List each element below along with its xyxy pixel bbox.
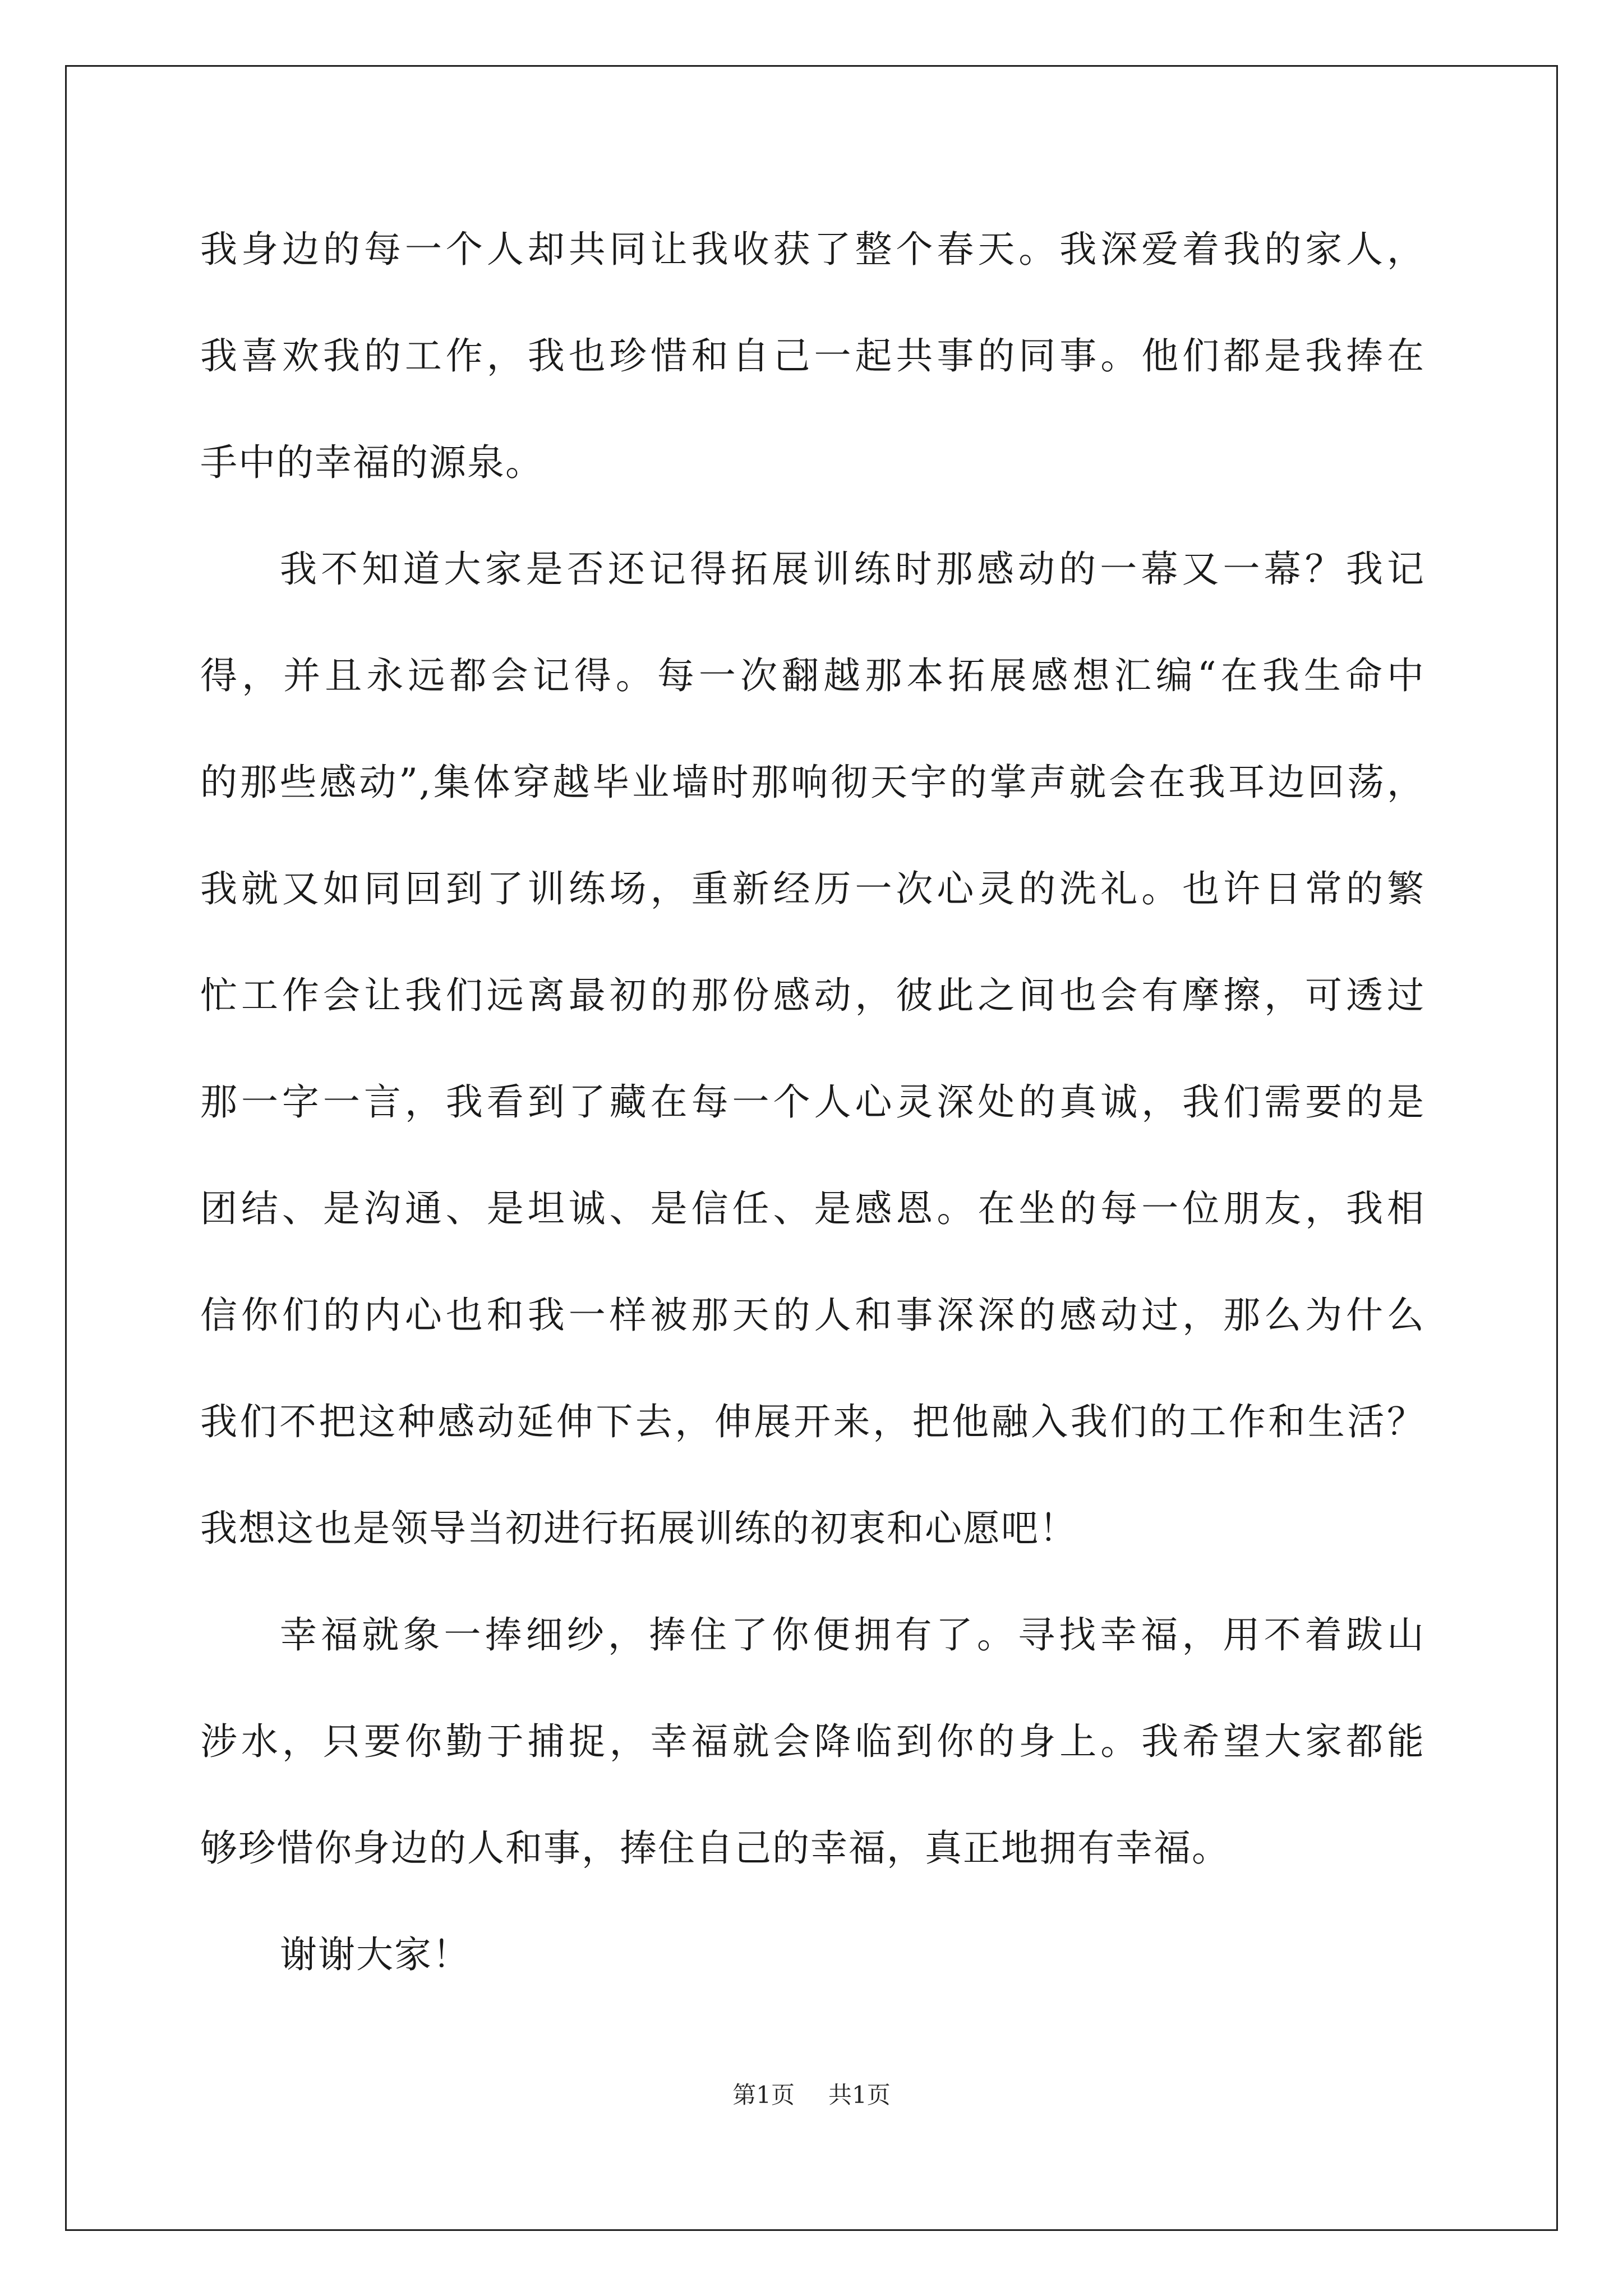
page-number: 第1页	[732, 2081, 795, 2109]
closing-line: 谢谢大家！	[280, 1933, 471, 1976]
paragraph-first-line: 我不知道大家是否还记得拓展训练时那感动的一幕又一幕？我记	[280, 547, 1425, 591]
text-line: 那一字一言，我看到了藏在每一个人心灵深处的真诚，我们需要的是	[200, 1080, 1425, 1124]
text-line: 我想这也是领导当初进行拓展训练的初衷和心愿吧！	[200, 1507, 1077, 1550]
page-footer	[0, 2078, 1623, 2112]
text-line: 团结、是沟通、是坦诚、是信任、是感恩。在坐的每一位朋友，我相	[200, 1187, 1425, 1230]
text-line: 够珍惜你身边的人和事，捧住自己的幸福，真正地拥有幸福。	[200, 1826, 1230, 1870]
text-line: 我喜欢我的工作，我也珍惜和自己一起共事的同事。他们都是我捧在	[200, 334, 1425, 378]
text-line: 的那些感动”,集体穿越毕业墙时那响彻天宇的掌声就会在我耳边回荡，	[200, 761, 1425, 804]
text-line: 忙工作会让我们远离最初的那份感动，彼此之间也会有摩擦，可透过	[200, 974, 1425, 1017]
text-line: 我就又如同回到了训练场，重新经历一次心灵的洗礼。也许日常的繁	[200, 867, 1425, 910]
text-line: 得，并且永远都会记得。每一次翻越那本拓展感想汇编“在我生命中	[200, 654, 1425, 697]
page-border	[65, 65, 1558, 2231]
text-line: 我身边的每一个人却共同让我收获了整个春天。我深爱着我的家人，	[200, 228, 1425, 271]
text-line: 我们不把这种感动延伸下去，伸展开来，把他融入我们的工作和生活？	[200, 1400, 1425, 1443]
paragraph-first-line: 幸福就象一捧细纱，捧住了你便拥有了。寻找幸福，用不着跋山	[280, 1613, 1425, 1657]
text-line: 手中的幸福的源泉。	[200, 441, 543, 484]
text-line: 涉水，只要你勤于捕捉，幸福就会降临到你的身上。我希望大家都能	[200, 1720, 1425, 1763]
page-total: 共1页	[828, 2081, 891, 2109]
text-line: 信你们的内心也和我一样被那天的人和事深深的感动过，那么为什么	[200, 1294, 1425, 1337]
